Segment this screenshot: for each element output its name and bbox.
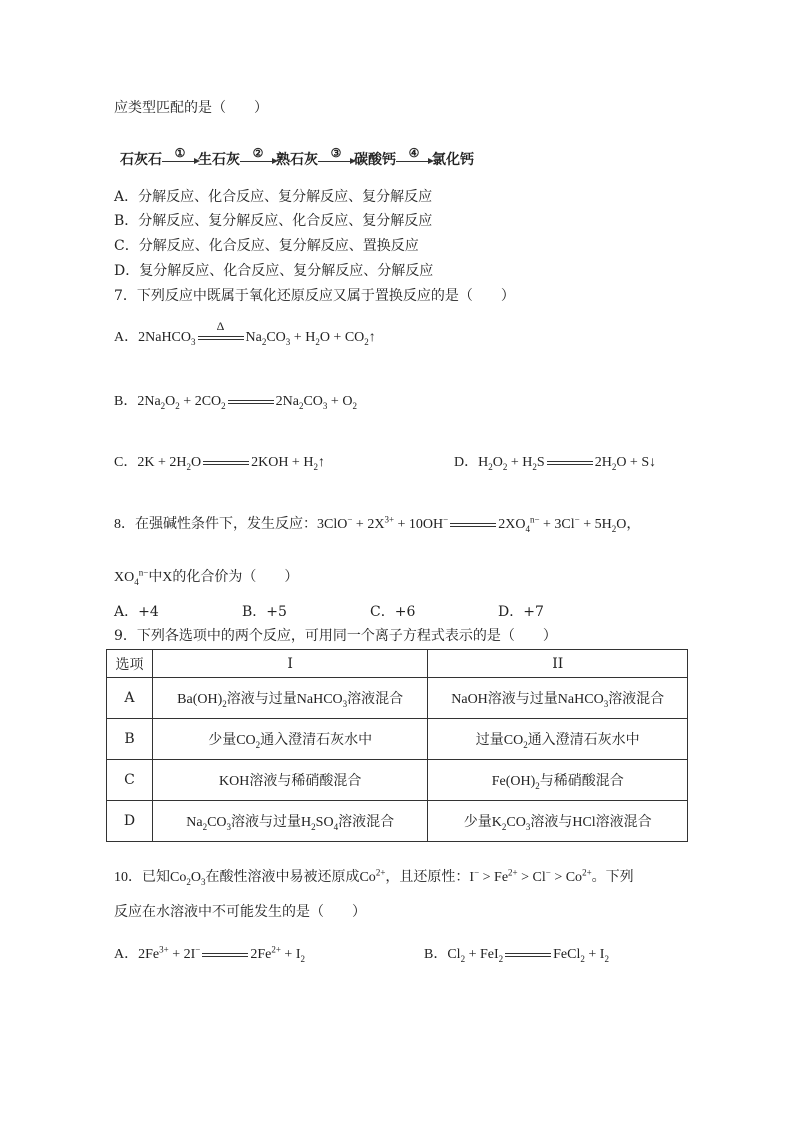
equals-sign xyxy=(228,398,274,406)
equals-sign xyxy=(203,459,249,467)
row-a-ii: NaOH溶液与过量NaHCO$_3$溶液混合 xyxy=(428,678,688,719)
row-b-ii: 过量$CO_2$通入澄清石灰水中 xyxy=(428,719,688,760)
equals-sign xyxy=(450,521,496,529)
q8-option-c[interactable]: C．+6 xyxy=(370,604,416,620)
header-ii: II xyxy=(428,650,688,678)
q9-table xyxy=(106,649,688,842)
q10-stem-c: ，且还原性： xyxy=(385,870,470,885)
chain-step-2: ② xyxy=(252,145,264,160)
q10-stem-d: 。下列 xyxy=(591,870,634,885)
chain-step-3: ③ xyxy=(330,145,342,160)
q8-tail-text: 中X的化合价为（ ） xyxy=(148,570,299,585)
table-row xyxy=(107,719,688,760)
heat-symbol: Δ xyxy=(216,318,225,333)
q8-option-d[interactable]: D．+7 xyxy=(498,604,544,620)
row-key: C xyxy=(107,760,153,801)
option-label: A． xyxy=(114,947,139,962)
q10-stem-line2: 反应在水溶液中不可能发生的是（ ） xyxy=(114,904,366,920)
q7-option-a[interactable]: A．2NaHCO$_3$ Δ $Na_2CO_3 + H_2O$ + $CO_2↑$ xyxy=(114,328,376,348)
equals-sign xyxy=(505,951,551,959)
q8-stem-text: 8．在强碱性条件下，发生反应： xyxy=(114,517,317,532)
q6-option-c[interactable]: C．分解反应、化合反应、复分解反应、置换反应 xyxy=(114,238,419,254)
equals-sign xyxy=(547,459,593,467)
row-d-ii: 少量$K_2CO_3$溶液与HCl溶液混合 xyxy=(428,801,688,842)
q8-options xyxy=(114,602,544,622)
q7-option-c[interactable]: C．$2K + 2H_2O$ $2KOH + H_2↑$ xyxy=(114,455,325,472)
option-label: B． xyxy=(114,394,138,409)
q8-option-b[interactable]: B．+5 xyxy=(242,604,287,620)
table-header-row xyxy=(107,650,688,678)
equals-sign xyxy=(202,951,248,959)
q9-stem: 9．下列各选项中的两个反应，可用同一个离子方程式表示的是（ ） xyxy=(114,628,557,644)
row-c-ii-text: 与稀硝酸混合 xyxy=(539,774,624,789)
chain-step-1: ① xyxy=(174,145,186,160)
q7-option-d[interactable]: D．$H_2O_2 + H_2S$ $2H_2O$ + S↓ xyxy=(454,455,657,472)
q8-stem-line2: $XO_4^{n-}$中X的化合价为（ ） xyxy=(114,567,299,587)
option-label: C． xyxy=(114,455,138,470)
chain-substance-3: 熟石灰 xyxy=(276,152,318,168)
q8-option-a[interactable]: A．+4 xyxy=(114,604,159,620)
chain-substance-2: 生石灰 xyxy=(198,152,240,168)
table-row xyxy=(107,801,688,842)
q8-stem: 8．在强碱性条件下，发生反应：$3ClO^- + 2X^{3+} + 10OH^-$ $2XO_4^{n-} + 3Cl^- + 5H_2O$， xyxy=(114,514,641,534)
q6-option-d[interactable]: D．复分解反应、化合反应、复分解反应、分解反应 xyxy=(114,263,434,279)
chain-arrow-1 xyxy=(162,145,198,162)
row-c-i: KOH溶液与稀硝酸混合 xyxy=(152,760,428,801)
q7-stem: 7．下列反应中既属于氧化还原反应又属于置换反应的是（ ） xyxy=(114,288,515,304)
option-label: A． xyxy=(114,330,139,345)
row-a-i: $Ba(OH)_2$溶液与过量NaHCO$_3$溶液混合 xyxy=(152,678,428,719)
row-key: D xyxy=(107,801,153,842)
chain-step-4: ④ xyxy=(408,145,420,160)
q10-option-a[interactable]: A．$2Fe^{3+} + 2I^-$ $2Fe^{2+} + I_2$ xyxy=(114,944,305,964)
row-b-i: 少量$CO_2$通入澄清石灰水中 xyxy=(152,719,428,760)
q10-option-b[interactable]: B．$Cl_2 + FeI_2$ FeCl$_2$ + $I_2$ xyxy=(424,947,609,964)
q10-stem-b: 在酸性溶液中易被还原成 xyxy=(205,870,360,885)
row-c-ii: $Fe(OH)_2$与稀硝酸混合 xyxy=(428,760,688,801)
row-key: B xyxy=(107,719,153,760)
table-row xyxy=(107,760,688,801)
chain-substance-5: 氯化钙 xyxy=(432,152,474,168)
q6-option-a[interactable]: A．分解反应、化合反应、复分解反应、复分解反应 xyxy=(114,189,433,205)
row-c-i-text: 溶液与稀硝酸混合 xyxy=(249,774,362,789)
chain-arrow-2 xyxy=(240,145,276,162)
table-row xyxy=(107,678,688,719)
q7-option-b[interactable]: B．$2Na_2O_2 + 2CO_2$ $2Na_2CO_3 + O_2$ xyxy=(114,394,357,411)
header-option: 选项 xyxy=(107,650,153,678)
chain-arrow-4 xyxy=(396,145,432,162)
q6-stem: 应类型匹配的是（ ） xyxy=(114,100,268,116)
chain-substance-4: 碳酸钙 xyxy=(354,152,396,168)
chain-substance-1: 石灰石 xyxy=(120,152,162,168)
row-key: A xyxy=(107,678,153,719)
row-d-i: $Na_2CO_3$溶液与过量$H_2SO_4$溶液混合 xyxy=(152,801,428,842)
header-i: I xyxy=(152,650,428,678)
q6-option-b[interactable]: B．分解反应、复分解反应、化合反应、复分解反应 xyxy=(114,213,433,229)
q10-stem-a: 10．已知 xyxy=(114,870,170,885)
option-label: B． xyxy=(424,947,448,962)
chain-arrow-3 xyxy=(318,145,354,162)
option-label: D． xyxy=(454,455,479,470)
q10-stem: 10．已知$Co_2O_3$在酸性溶液中易被还原成$Co^{2+}$，且还原性：$I^- > Fe^{2+} > Cl^- > Co^{2+}$。下列 xyxy=(114,867,634,887)
heat-equals-sign xyxy=(198,318,244,342)
q6-reaction-chain xyxy=(120,145,474,170)
